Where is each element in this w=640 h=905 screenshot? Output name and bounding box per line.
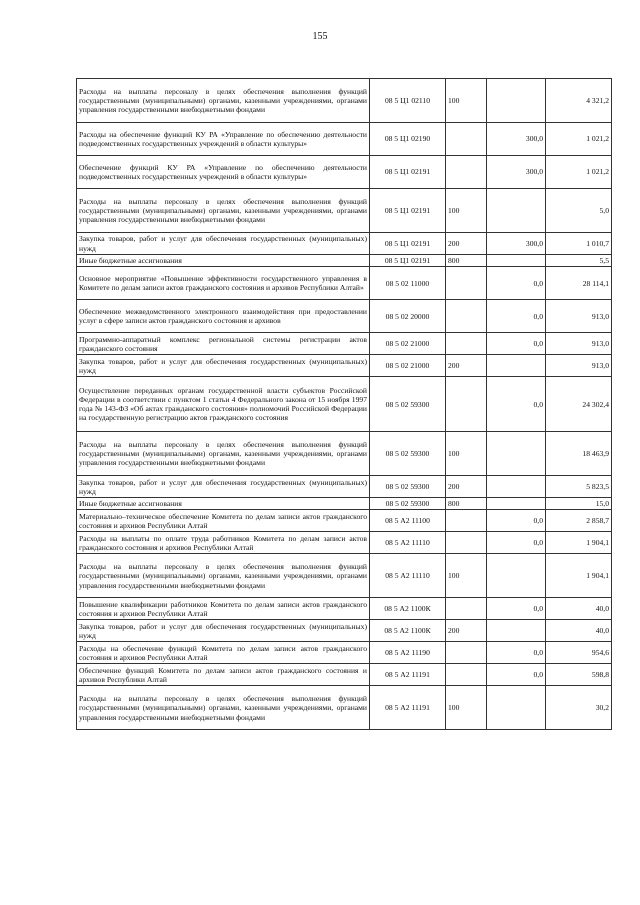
amount-total-cell: 15,0: [546, 498, 612, 510]
expense-type-cell: [446, 377, 487, 432]
amount-total-cell: 2 858,7: [546, 510, 612, 532]
budget-code-cell: 08 5 Ц1 02191: [370, 189, 446, 233]
expense-name-cell: Расходы на обеспечение функций КУ РА «Управление по обеспечению деятельности подведомственных государственных учреждений в области культуры»: [77, 123, 370, 156]
amount-change-cell: 0,0: [487, 267, 546, 300]
amount-change-cell: [487, 686, 546, 730]
amount-change-cell: 0,0: [487, 510, 546, 532]
table-row: [77, 189, 612, 233]
expense-name-cell: Закупка товаров, работ и услуг для обеспечения государственных (муниципальных) нужд: [77, 233, 370, 255]
expense-name-cell: Иные бюджетные ассигнования: [77, 255, 370, 267]
amount-change-cell: [487, 432, 546, 476]
table-row: [77, 300, 612, 333]
table-row: [77, 498, 612, 510]
amount-change-cell: 0,0: [487, 300, 546, 333]
table-row: [77, 377, 612, 432]
amount-total-cell: 5 823,5: [546, 476, 612, 498]
table-row: [77, 476, 612, 498]
amount-change-cell: [487, 79, 546, 123]
amount-change-cell: 300,0: [487, 156, 546, 189]
budget-code-cell: 08 5 02 20000: [370, 300, 446, 333]
expense-type-cell: 200: [446, 620, 487, 642]
expense-name-cell: Расходы на выплаты персоналу в целях обеспечения выполнения функций государственными (муниципальными) органами, казенными учреждениями, органами управления государственными внебюджетными фондами: [77, 79, 370, 123]
expense-type-cell: [446, 123, 487, 156]
expense-type-cell: 100: [446, 554, 487, 598]
amount-total-cell: 1 021,2: [546, 123, 612, 156]
expense-type-cell: 800: [446, 255, 487, 267]
amount-total-cell: 40,0: [546, 598, 612, 620]
expense-type-cell: [446, 642, 487, 664]
amount-total-cell: 18 463,9: [546, 432, 612, 476]
expense-name-cell: Расходы на обеспечение функций Комитета по делам записи актов гражданского состояния и архивов Республики Алтай: [77, 642, 370, 664]
amount-change-cell: [487, 189, 546, 233]
table-row: [77, 333, 612, 355]
amount-total-cell: 28 114,1: [546, 267, 612, 300]
amount-change-cell: 0,0: [487, 532, 546, 554]
amount-total-cell: 40,0: [546, 620, 612, 642]
budget-table: [76, 78, 612, 730]
budget-code-cell: 08 5 Ц1 02190: [370, 123, 446, 156]
amount-change-cell: [487, 620, 546, 642]
amount-change-cell: 300,0: [487, 233, 546, 255]
amount-total-cell: 4 321,2: [546, 79, 612, 123]
budget-code-cell: 08 5 Ц1 02191: [370, 156, 446, 189]
amount-total-cell: 1 904,1: [546, 554, 612, 598]
expense-type-cell: 800: [446, 498, 487, 510]
amount-change-cell: 0,0: [487, 377, 546, 432]
amount-change-cell: 0,0: [487, 664, 546, 686]
amount-change-cell: [487, 498, 546, 510]
expense-name-cell: Расходы на выплаты персоналу в целях обеспечения выполнения функций государственными (муниципальными) органами, казенными учреждениями, органами управления государственными внебюджетными фондами: [77, 432, 370, 476]
budget-code-cell: 08 5 А2 1100К: [370, 620, 446, 642]
expense-name-cell: Закупка товаров, работ и услуг для обеспечения государственных (муниципальных) нужд: [77, 476, 370, 498]
expense-name-cell: Обеспечение функций КУ РА «Управление по обеспечению деятельности подведомственных государственных учреждений в области культуры»: [77, 156, 370, 189]
table-row: [77, 233, 612, 255]
expense-name-cell: Расходы на выплаты персоналу в целях обеспечения выполнения функций государственными (муниципальными) органами, казенными учреждениями, органами управления государственными внебюджетными фондами: [77, 189, 370, 233]
expense-name-cell: Программно-аппаратный комплекс региональной системы регистрации актов гражданского состояния: [77, 333, 370, 355]
table-row: [77, 156, 612, 189]
amount-total-cell: 913,0: [546, 300, 612, 333]
amount-change-cell: [487, 476, 546, 498]
table-row: [77, 267, 612, 300]
budget-table-body: [77, 79, 612, 730]
amount-change-cell: [487, 554, 546, 598]
budget-code-cell: 08 5 А2 1100К: [370, 598, 446, 620]
page-number: 155: [312, 31, 328, 42]
table-row: [77, 664, 612, 686]
amount-change-cell: 0,0: [487, 598, 546, 620]
amount-total-cell: 913,0: [546, 355, 612, 377]
expense-type-cell: [446, 333, 487, 355]
budget-code-cell: 08 5 Ц1 02110: [370, 79, 446, 123]
table-row: [77, 620, 612, 642]
expense-name-cell: Иные бюджетные ассигнования: [77, 498, 370, 510]
amount-total-cell: 5,5: [546, 255, 612, 267]
amount-total-cell: 30,2: [546, 686, 612, 730]
table-row: [77, 554, 612, 598]
expense-type-cell: [446, 156, 487, 189]
amount-change-cell: [487, 255, 546, 267]
table-row: [77, 532, 612, 554]
budget-code-cell: 08 5 А2 11191: [370, 664, 446, 686]
expense-type-cell: 100: [446, 432, 487, 476]
table-row: [77, 642, 612, 664]
expense-type-cell: 200: [446, 233, 487, 255]
amount-total-cell: 913,0: [546, 333, 612, 355]
table-row: [77, 432, 612, 476]
expense-name-cell: Обеспечение межведомственного электронного взаимодействия при предоставлении услуг в сфере записи актов гражданского состояния и архивов: [77, 300, 370, 333]
budget-code-cell: 08 5 А2 11190: [370, 642, 446, 664]
amount-total-cell: 1 021,2: [546, 156, 612, 189]
expense-type-cell: 100: [446, 686, 487, 730]
amount-total-cell: 1 904,1: [546, 532, 612, 554]
budget-code-cell: 08 5 02 11000: [370, 267, 446, 300]
amount-change-cell: 0,0: [487, 333, 546, 355]
budget-code-cell: 08 5 А2 11191: [370, 686, 446, 730]
expense-type-cell: [446, 664, 487, 686]
expense-name-cell: Повышение квалификации работников Комитета по делам записи актов гражданского состояния и архивов Республики Алтай: [77, 598, 370, 620]
expense-type-cell: 100: [446, 79, 487, 123]
budget-code-cell: 08 5 А2 11110: [370, 532, 446, 554]
amount-change-cell: [487, 355, 546, 377]
expense-name-cell: Материально–техническое обеспечение Комитета по делам записи актов гражданского состояния и архивов Республики Алтай: [77, 510, 370, 532]
expense-name-cell: Закупка товаров, работ и услуг для обеспечения государственных (муниципальных) нужд: [77, 355, 370, 377]
table-row: [77, 686, 612, 730]
budget-code-cell: 08 5 А2 11100: [370, 510, 446, 532]
expense-name-cell: Обеспечение функций Комитета по делам записи актов гражданского состояния и архивов Республики Алтай: [77, 664, 370, 686]
expense-type-cell: 200: [446, 476, 487, 498]
amount-change-cell: 0,0: [487, 642, 546, 664]
amount-total-cell: 24 302,4: [546, 377, 612, 432]
table-row: [77, 123, 612, 156]
expense-type-cell: [446, 532, 487, 554]
amount-total-cell: 954,6: [546, 642, 612, 664]
expense-name-cell: Основное мероприятие «Повышение эффективности государственного управления в Комитете по делам записи актов гражданского состояния и архивов Республики Алтай»: [77, 267, 370, 300]
budget-code-cell: 08 5 02 59300: [370, 476, 446, 498]
budget-code-cell: 08 5 02 59300: [370, 377, 446, 432]
budget-code-cell: 08 5 Ц1 02191: [370, 233, 446, 255]
budget-code-cell: 08 5 02 21000: [370, 333, 446, 355]
expense-type-cell: [446, 598, 487, 620]
table-row: [77, 79, 612, 123]
expense-name-cell: Расходы на выплаты персоналу в целях обеспечения выполнения функций государственными (муниципальными) органами, казенными учреждениями, органами управления государственными внебюджетными фондами: [77, 554, 370, 598]
amount-total-cell: 598,8: [546, 664, 612, 686]
table-row: [77, 510, 612, 532]
expense-name-cell: Осуществление переданных органам государственной власти субъектов Российской Федерации в соответствии с пунктом 1 статьи 4 Федерального закона от 15 ноября 1997 года № 143-ФЗ «Об актах гражданского состояния» полномочий Российской Федерации на государственную регистрацию актов гражданского состояния: [77, 377, 370, 432]
expense-type-cell: [446, 267, 487, 300]
budget-code-cell: 08 5 02 59300: [370, 432, 446, 476]
expense-name-cell: Расходы на выплаты персоналу в целях обеспечения выполнения функций государственными (муниципальными) органами, казенными учреждениями, органами управления государственными внебюджетными фондами: [77, 686, 370, 730]
expense-type-cell: [446, 510, 487, 532]
table-row: [77, 598, 612, 620]
amount-total-cell: 5,0: [546, 189, 612, 233]
amount-change-cell: 300,0: [487, 123, 546, 156]
table-row: [77, 255, 612, 267]
budget-code-cell: 08 5 Ц1 02191: [370, 255, 446, 267]
expense-type-cell: [446, 300, 487, 333]
budget-code-cell: 08 5 02 21000: [370, 355, 446, 377]
expense-type-cell: 100: [446, 189, 487, 233]
amount-total-cell: 1 010,7: [546, 233, 612, 255]
expense-name-cell: Расходы на выплаты по оплате труда работников Комитета по делам записи актов гражданского состояния и архивов Республики Алтай: [77, 532, 370, 554]
expense-type-cell: 200: [446, 355, 487, 377]
budget-code-cell: 08 5 02 59300: [370, 498, 446, 510]
expense-name-cell: Закупка товаров, работ и услуг для обеспечения государственных (муниципальных) нужд: [77, 620, 370, 642]
table-row: [77, 355, 612, 377]
budget-code-cell: 08 5 А2 11110: [370, 554, 446, 598]
